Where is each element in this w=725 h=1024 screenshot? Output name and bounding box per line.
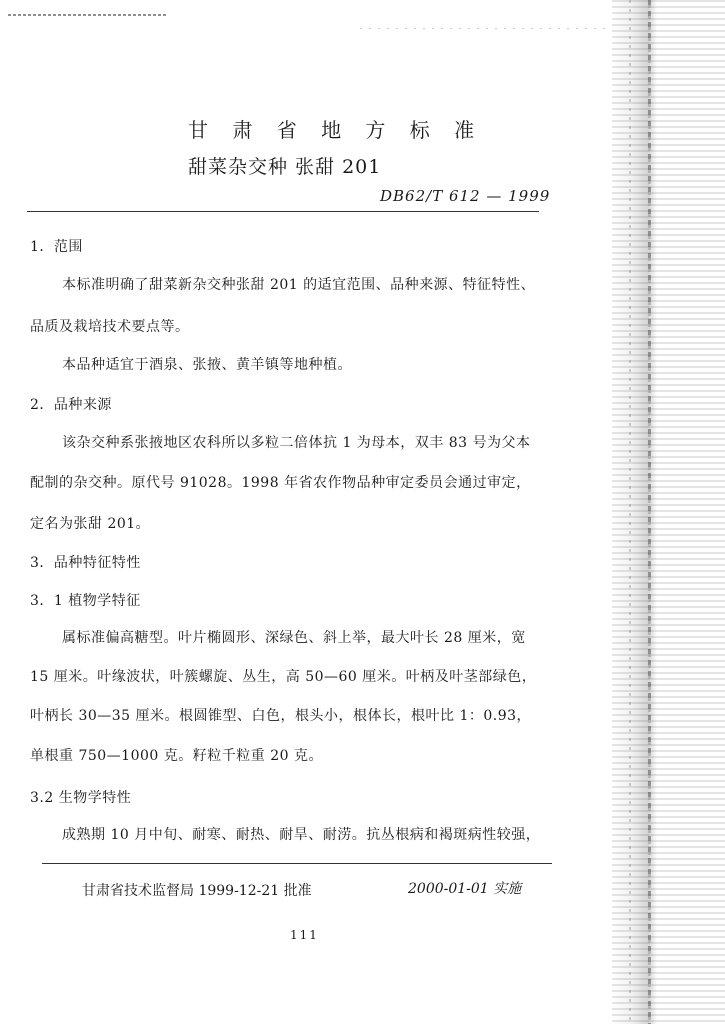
paragraph-line: 15 厘米。叶缘波状，叶簇螺旋、丛生，高 50—60 厘米。叶柄及叶茎部绿色，	[30, 669, 537, 685]
section-heading-origin: 2．品种来源	[30, 397, 112, 413]
paragraph-line: 定名为张甜 201。	[30, 516, 151, 532]
standard-code: DB62/T 612 — 1999	[380, 187, 551, 205]
header-rule	[27, 211, 539, 212]
paragraph-line: 品质及栽培技术要点等。	[30, 319, 190, 335]
approval-note: 甘肃省技术监督局 1999-12-21 批准	[82, 883, 312, 899]
subsection-heading-biological: 3.2 生物学特性	[30, 790, 132, 806]
implementation-date: 2000-01-01 实施	[408, 881, 522, 897]
paragraph-line: 配制的杂交种。原代号 91028。1998 年省农作物品种审定委员会通过审定，	[30, 475, 531, 491]
binding-line-inner	[629, 0, 631, 1024]
paragraph-line: 属标准偏高糖型。叶片椭圆形、深绿色、斜上举，最大叶长 28 厘米，宽	[62, 630, 526, 646]
section-heading-scope: 1．范围	[30, 239, 83, 255]
page-number: 111	[290, 928, 319, 942]
scan-artifact-dots	[360, 28, 610, 29]
paragraph-line: 成熟期 10 月中旬、耐寒、耐热、耐旱、耐涝。抗丛根病和褐斑病性较强，	[62, 827, 541, 843]
paragraph-line: 叶柄长 30—35 厘米。根圆锥型、白色，根头小，根体长，根叶比 1：0.93，	[30, 708, 532, 724]
scan-artifact-top	[8, 14, 166, 16]
paragraph-line: 该杂交种系张掖地区农科所以多粒二倍体抗 1 为母本，双丰 83 号为父本	[62, 435, 531, 451]
document-subtitle: 甜菜杂交种 张甜 201	[188, 156, 382, 178]
footer-rule	[42, 863, 552, 864]
paragraph-line: 本品种适宜于酒泉、张掖、黄羊镇等地种植。	[62, 357, 352, 373]
paragraph-line: 单根重 750—1000 克。籽粒千粒重 20 克。	[30, 748, 323, 764]
document-title: 甘 肃 省 地 方 标 准	[188, 118, 484, 142]
binding-line	[648, 0, 651, 1024]
subsection-heading-botanical: 3．1 植物学特征	[30, 593, 141, 609]
paragraph-line: 本标准明确了甜菜新杂交种张甜 201 的适宜范围、品种来源、特征特性、	[62, 277, 536, 293]
section-heading-traits: 3．品种特征特性	[30, 555, 141, 571]
